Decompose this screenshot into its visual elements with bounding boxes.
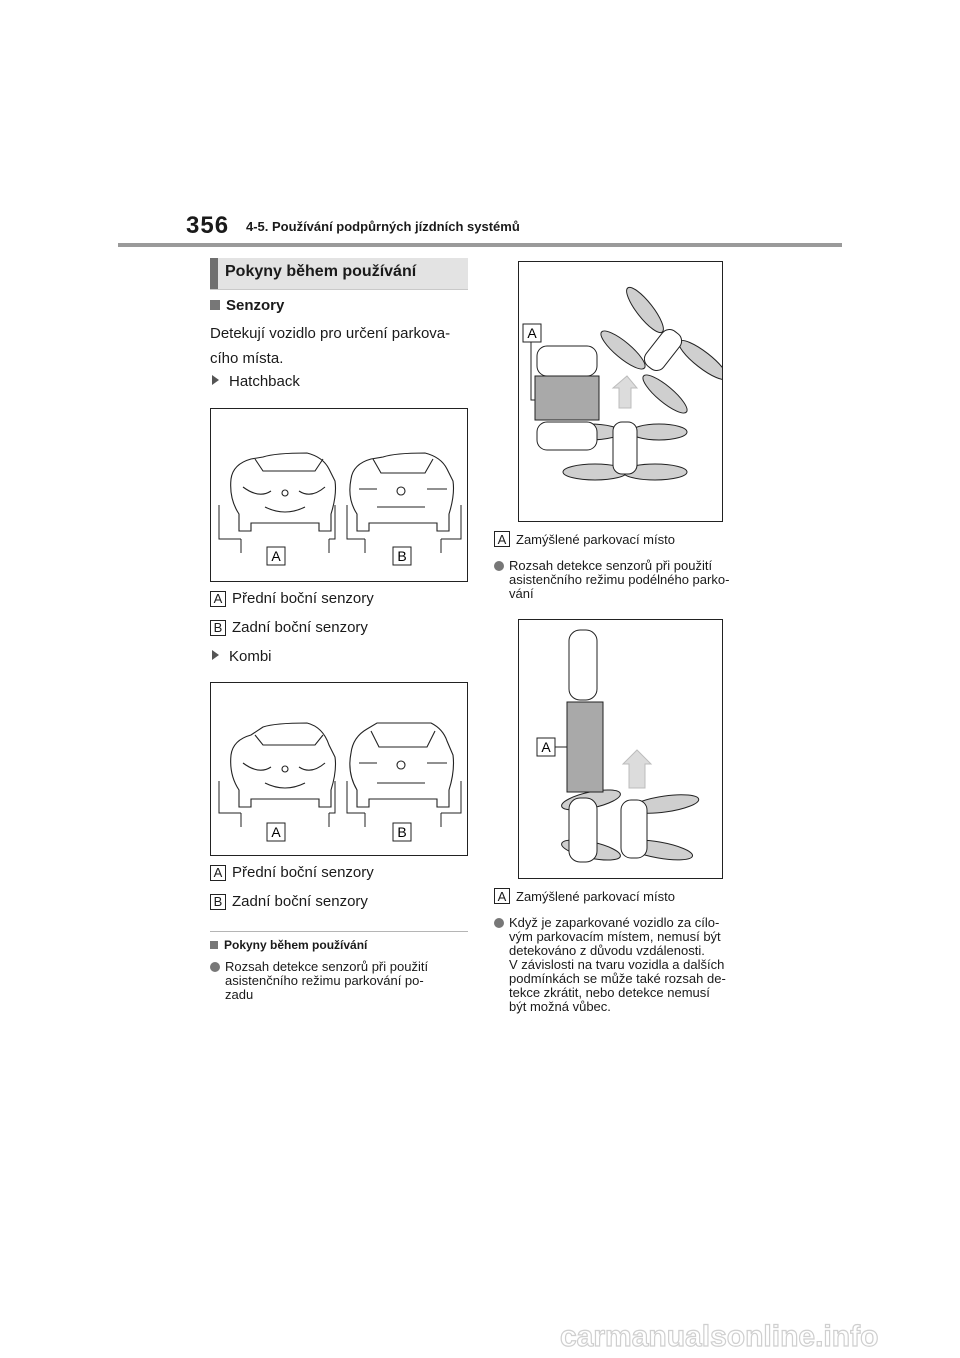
watermark-logo — [560, 1318, 952, 1354]
hatchback-legend-b — [210, 619, 368, 636]
usage-heading-text: Pokyny během používání — [224, 938, 368, 952]
perpendicular-parking-figure — [518, 261, 723, 522]
note-line: být možná vůbec. — [509, 999, 611, 1014]
direction-arrow-icon — [623, 750, 651, 788]
legend-badge: A — [494, 888, 510, 904]
hatchback-legend-a — [210, 590, 374, 607]
kombi-illustration — [211, 683, 467, 855]
perpendicular-parking-illustration — [519, 262, 722, 521]
legend-text: Zamýšlené parkovací místo — [516, 531, 675, 547]
note-line: Rozsah detekce senzorů při použití — [509, 558, 713, 573]
banner-accent-bar — [210, 258, 218, 289]
kombi-legend-a — [210, 864, 374, 881]
square-bullet-icon — [210, 300, 220, 310]
legend-text: Zadní boční senzory — [232, 893, 368, 910]
note-line: V závislosti na tvaru vozidla a dalších — [509, 957, 725, 972]
note-line: Rozsah detekce senzorů při použití — [225, 959, 429, 974]
triangle-bullet-icon — [212, 375, 219, 385]
kombi-label-text: Kombi — [229, 648, 272, 665]
note-line: asistenčního režimu parkování po- — [225, 973, 424, 988]
legend-badge: A — [494, 531, 510, 547]
sensors-description-line: Detekují vozidlo pro určení parkova- — [210, 325, 451, 342]
sensors-heading-text: Senzory — [226, 297, 285, 314]
section-divider — [210, 931, 468, 932]
sensors-description-line: cího místa. — [210, 350, 284, 367]
kombi-label — [212, 648, 272, 665]
parallel-parking-illustration — [519, 620, 722, 878]
note-line: tekce zkrátit, nebo detekce nemusí — [509, 985, 710, 1000]
parked-vehicle-note — [494, 916, 726, 1014]
target-parking-space — [535, 376, 599, 420]
callout-b-text: B — [397, 824, 407, 840]
hatchback-label — [212, 373, 300, 390]
header-divider — [118, 243, 842, 247]
legend-text: Přední boční senzory — [232, 590, 374, 607]
target-parking-space — [567, 702, 603, 792]
watermark-text: carmanualsonline.info — [560, 1320, 879, 1353]
legend-badge: B — [210, 894, 226, 910]
sensors-description — [210, 321, 450, 371]
direction-arrow-icon — [613, 376, 637, 408]
fig4-legend-a — [494, 888, 675, 904]
perpendicular-parking-note — [210, 960, 428, 1002]
square-bullet-icon — [210, 941, 218, 949]
kombi-legend-b — [210, 893, 368, 910]
legend-text: Přední boční senzory — [232, 864, 374, 881]
legend-badge: A — [210, 865, 226, 881]
note-line: podmínkách se může také rozsah de- — [509, 971, 726, 986]
note-line: vým parkovacím místem, nemusí být — [509, 929, 721, 944]
callout-a-text: A — [271, 548, 281, 564]
callout-b-text: B — [397, 548, 407, 564]
kombi-sensors-figure — [210, 682, 468, 856]
section-title: 4-5. Používání podpůrných jízdních systémů — [246, 219, 520, 234]
legend-text: Zadní boční senzory — [232, 619, 368, 636]
section-banner — [210, 258, 468, 290]
hatchback-label-text: Hatchback — [229, 373, 300, 390]
legend-badge: B — [210, 620, 226, 636]
note-line: detekováno z důvodu vzdálenosti. — [509, 943, 705, 958]
note-line: zadu — [225, 987, 254, 1002]
fig3-legend-a — [494, 531, 675, 547]
page-number: 356 — [186, 212, 230, 239]
banner-title: Pokyny během používání — [225, 263, 417, 280]
parallel-parking-note — [494, 559, 729, 601]
legend-text: Zamýšlené parkovací místo — [516, 888, 675, 904]
triangle-bullet-icon — [212, 650, 219, 660]
hatchback-sensors-figure — [210, 408, 468, 582]
note-line: Když je zaparkované vozidlo za cílo- — [509, 915, 720, 930]
circle-bullet-icon — [494, 561, 504, 571]
circle-bullet-icon — [494, 918, 504, 928]
sensors-heading — [210, 297, 284, 314]
circle-bullet-icon — [210, 962, 220, 972]
usage-heading — [210, 938, 367, 952]
hatchback-illustration — [211, 409, 467, 581]
parallel-parking-figure — [518, 619, 723, 879]
callout-a-text: A — [527, 325, 537, 341]
callout-a-text: A — [541, 739, 551, 755]
legend-badge: A — [210, 591, 226, 607]
note-line: asistenčního režimu podélného parko- — [509, 572, 730, 587]
callout-a-text: A — [271, 824, 281, 840]
note-line: vání — [509, 586, 534, 601]
